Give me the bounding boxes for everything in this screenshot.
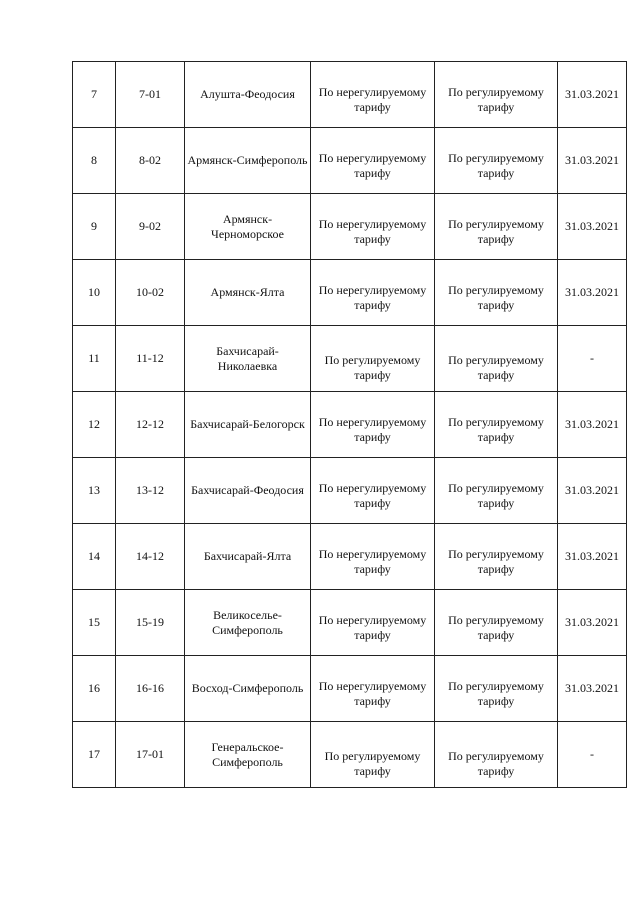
tariff-planned: По регулируемому тарифу: [435, 128, 558, 194]
change-date: 31.03.2021: [558, 194, 627, 260]
row-number: 10: [73, 260, 116, 326]
tariff-planned: По регулируемому тарифу: [435, 656, 558, 722]
route-code: 10-02: [116, 260, 185, 326]
change-date: 31.03.2021: [558, 656, 627, 722]
row-number: 12: [73, 392, 116, 458]
tariff-planned: По регулируемому тарифу: [435, 722, 558, 788]
route-code: 11-12: [116, 326, 185, 392]
table-row: [73, 194, 627, 260]
route-code: 7-01: [116, 62, 185, 128]
tariff-current: По нерегулируемому тарифу: [311, 62, 435, 128]
tariff-planned: По регулируемому тарифу: [435, 458, 558, 524]
tariff-current: По нерегулируемому тарифу: [311, 590, 435, 656]
change-date: -: [558, 722, 627, 788]
table-row: [73, 326, 627, 392]
table-row: [73, 392, 627, 458]
table-row: [73, 128, 627, 194]
table-row: [73, 590, 627, 656]
tariff-planned: По регулируемому тарифу: [435, 392, 558, 458]
row-number: 11: [73, 326, 116, 392]
row-number: 7: [73, 62, 116, 128]
table-row: [73, 722, 627, 788]
route-name: Восход-Симферополь: [185, 656, 311, 722]
tariff-current: По регулируемому тарифу: [311, 326, 435, 392]
change-date: 31.03.2021: [558, 590, 627, 656]
row-number: 13: [73, 458, 116, 524]
routes-table: [72, 61, 627, 788]
change-date: -: [558, 326, 627, 392]
table-row: [73, 260, 627, 326]
route-name: Армянск-Симферополь: [185, 128, 311, 194]
change-date: 31.03.2021: [558, 524, 627, 590]
row-number: 16: [73, 656, 116, 722]
tariff-current: По регулируемому тарифу: [311, 722, 435, 788]
route-name: Бахчисарай-Ялта: [185, 524, 311, 590]
tariff-planned: По регулируемому тарифу: [435, 62, 558, 128]
tariff-current: По нерегулируемому тарифу: [311, 392, 435, 458]
change-date: 31.03.2021: [558, 62, 627, 128]
route-code: 17-01: [116, 722, 185, 788]
change-date: 31.03.2021: [558, 458, 627, 524]
route-name: Генеральское-Симферополь: [185, 722, 311, 788]
route-code: 8-02: [116, 128, 185, 194]
route-code: 13-12: [116, 458, 185, 524]
route-name: Армянск-Ялта: [185, 260, 311, 326]
tariff-current: По нерегулируемому тарифу: [311, 128, 435, 194]
row-number: 14: [73, 524, 116, 590]
row-number: 15: [73, 590, 116, 656]
route-name: Бахчисарай-Белогорск: [185, 392, 311, 458]
route-name: Армянск-Черноморское: [185, 194, 311, 260]
change-date: 31.03.2021: [558, 392, 627, 458]
route-code: 14-12: [116, 524, 185, 590]
table-row: [73, 524, 627, 590]
tariff-current: По нерегулируемому тарифу: [311, 194, 435, 260]
tariff-current: По нерегулируемому тарифу: [311, 524, 435, 590]
route-name: Бахчисарай-Николаевка: [185, 326, 311, 392]
tariff-planned: По регулируемому тарифу: [435, 326, 558, 392]
row-number: 9: [73, 194, 116, 260]
row-number: 17: [73, 722, 116, 788]
tariff-planned: По регулируемому тарифу: [435, 590, 558, 656]
change-date: 31.03.2021: [558, 260, 627, 326]
tariff-planned: По регулируемому тарифу: [435, 260, 558, 326]
tariff-current: По нерегулируемому тарифу: [311, 656, 435, 722]
route-code: 16-16: [116, 656, 185, 722]
table-row: [73, 656, 627, 722]
route-code: 12-12: [116, 392, 185, 458]
route-code: 9-02: [116, 194, 185, 260]
route-name: Великоселье-Симферополь: [185, 590, 311, 656]
table-row: [73, 458, 627, 524]
tariff-current: По нерегулируемому тарифу: [311, 260, 435, 326]
tariff-planned: По регулируемому тарифу: [435, 194, 558, 260]
route-name: Алушта-Феодосия: [185, 62, 311, 128]
tariff-planned: По регулируемому тарифу: [435, 524, 558, 590]
route-name: Бахчисарай-Феодосия: [185, 458, 311, 524]
table-row: [73, 62, 627, 128]
tariff-current: По нерегулируемому тарифу: [311, 458, 435, 524]
change-date: 31.03.2021: [558, 128, 627, 194]
row-number: 8: [73, 128, 116, 194]
route-code: 15-19: [116, 590, 185, 656]
